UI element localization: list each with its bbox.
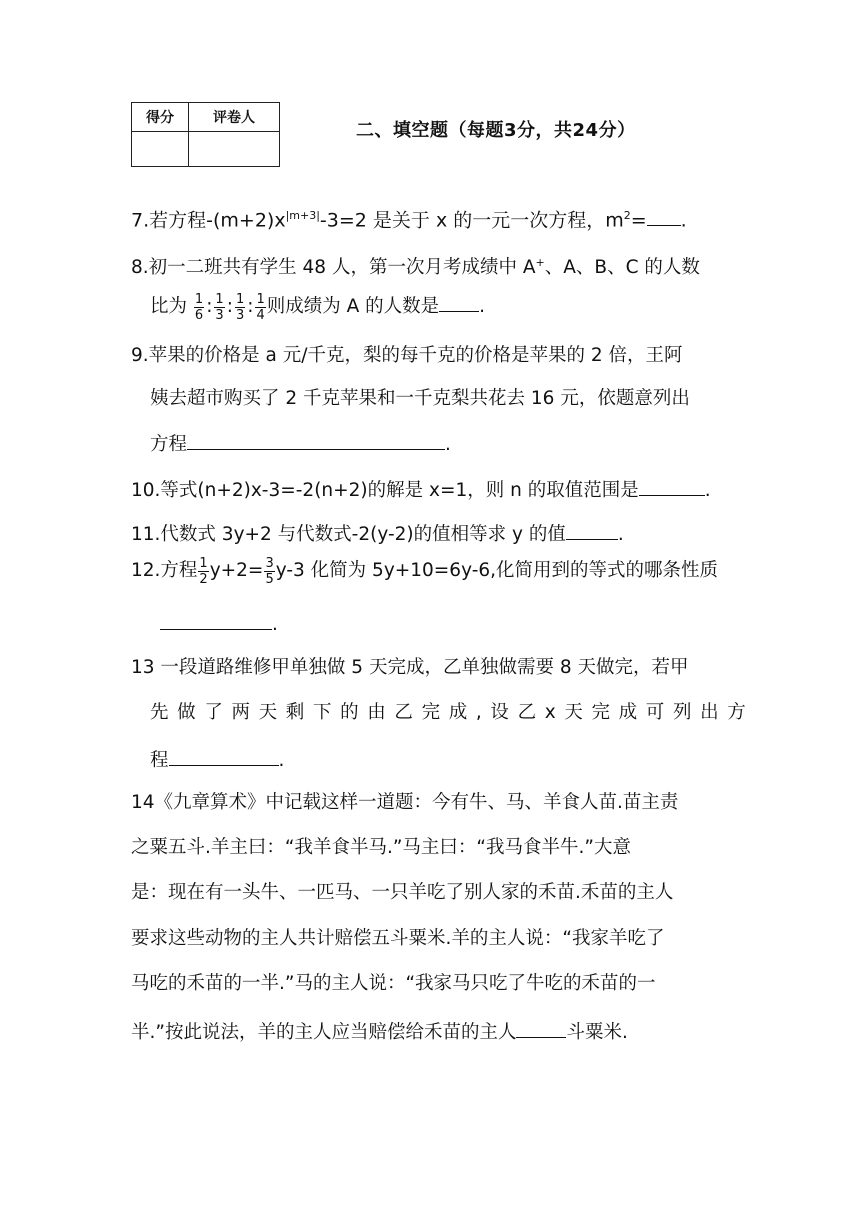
q8-fraction-1: [194, 292, 204, 323]
q8-text-a: 8.初一二班共有学生 48 人，第一次月考成绩中 A: [131, 257, 536, 279]
question-9-line-1: 9.苹果的价格是 a 元/千克，梨的每千克的价格是苹果的 2 倍，王阿: [131, 345, 683, 366]
q13-char: x: [544, 702, 556, 723]
score-cell[interactable]: [132, 132, 189, 167]
q8-fraction-2: [214, 292, 224, 323]
q10-answer-blank[interactable]: [639, 477, 705, 496]
colon: :: [226, 296, 233, 317]
q13-char: 两: [231, 702, 250, 723]
q13-char: 的: [340, 702, 359, 723]
question-13-line-1: 13 一段道路维修甲单独做 5 天完成，乙单独做需要 8 天做完，若甲: [131, 657, 689, 678]
question-14-line-4: 要求这些动物的主人共计赔偿五斗粟米.羊的主人说：“我家羊吃了: [131, 928, 665, 949]
q13-char: ,: [475, 702, 482, 723]
q11-answer-blank[interactable]: [566, 521, 618, 540]
q12-answer-blank[interactable]: [160, 611, 272, 630]
numerator: 3: [265, 555, 274, 571]
question-14-line-1: 14《九章算术》中记载这样一道题：今有牛、马、羊食人苗.苗主责: [131, 792, 679, 813]
q13-char: 做: [177, 702, 196, 723]
q12-text-a: 12.方程: [131, 560, 198, 581]
question-11: [131, 521, 624, 546]
colon: :: [247, 296, 254, 317]
q13-char: 设: [490, 702, 509, 723]
q8-period: .: [479, 296, 486, 317]
q9-text: 方程: [150, 434, 188, 455]
q12-fraction-2: [264, 556, 274, 587]
q13-char: 了: [204, 702, 223, 723]
q8-fraction-3: [235, 292, 245, 323]
denominator: 4: [256, 307, 265, 323]
q7-period: .: [680, 209, 687, 232]
score-header: 得分: [132, 103, 189, 132]
question-14-line-2: 之粟五斗.羊主曰：“我羊食半马.”马主曰：“我马食半牛.”大意: [131, 837, 631, 858]
question-13-line-2: [150, 702, 746, 724]
question-9-line-2: 姨去超市购买了 2 千克苹果和一千克梨共花去 16 元，依题意列出: [150, 388, 690, 409]
q13-text: 程: [150, 750, 169, 771]
denominator: 2: [199, 571, 208, 587]
q13-char: 天: [258, 702, 278, 723]
q7-text-b: -3=2 是关于 x 的一元一次方程，m: [319, 209, 624, 232]
question-8-line-2: [150, 287, 485, 327]
score-table: [131, 102, 280, 167]
q12-text-b: y+2=: [209, 560, 264, 581]
numerator: 1: [215, 291, 224, 307]
q7-square: 2: [623, 209, 631, 222]
q13-char: 完: [421, 702, 441, 723]
q7-exponent: |m+3|: [285, 209, 320, 222]
question-13-line-3: [150, 747, 284, 772]
q12-period: .: [272, 614, 278, 635]
q8-answer-blank[interactable]: [439, 293, 479, 312]
q13-char: 先: [150, 702, 169, 723]
question-14-line-3: 是：现在有一头牛、一匹马、一只羊吃了别人家的禾苗.禾苗的主人: [131, 882, 674, 903]
q7-answer-blank[interactable]: [647, 207, 681, 226]
q8-plus: +: [535, 256, 545, 269]
q10-text: 10.等式(n+2)x-3=-2(n+2)的解是 x=1，则 n 的取值范围是: [131, 480, 639, 501]
q13-char: 可: [645, 702, 665, 723]
q13-answer-blank[interactable]: [169, 747, 279, 766]
q13-char: 完: [591, 702, 610, 723]
q13-char: 成: [618, 702, 638, 723]
q8-text-b: 、A、B、C 的人数: [544, 257, 700, 279]
q7-text-c: =: [630, 209, 647, 232]
numerator: 1: [256, 291, 265, 307]
q13-char: 成: [448, 702, 468, 723]
colon: :: [206, 296, 213, 317]
question-14-line-5: 马吃的禾苗的一半.”马的主人说：“我家马只吃了牛吃的禾苗的一: [131, 973, 656, 994]
denominator: 5: [265, 571, 274, 587]
q11-text: 11.代数式 3y+2 与代数式-2(y-2)的值相等求 y 的值: [131, 524, 566, 545]
numerator: 1: [199, 555, 208, 571]
q13-char: 方: [727, 702, 746, 723]
q13-char: 乙: [517, 702, 537, 723]
q12-fraction-1: [198, 556, 208, 587]
q7-text-a: 7.若方程-(m+2)x: [131, 209, 286, 232]
q13-char: 出: [700, 702, 719, 723]
q14-text-a: 半.”按此说法，羊的主人应当赔偿给禾苗的主人: [131, 1022, 517, 1043]
q13-char: 下: [312, 702, 332, 723]
q13-char: 列: [672, 702, 692, 723]
denominator: 3: [235, 307, 245, 323]
question-9-line-3: [150, 431, 451, 456]
denominator: 3: [215, 307, 224, 323]
question-12-line-1: [131, 551, 718, 591]
question-7: [131, 205, 687, 231]
numerator: 1: [235, 291, 245, 307]
numerator: 1: [194, 291, 204, 307]
q8-ratio-label: 比为: [150, 296, 188, 317]
q11-period: .: [617, 524, 624, 545]
q9-answer-blank[interactable]: [187, 431, 445, 450]
grader-header: 评卷人: [189, 103, 280, 132]
question-12-line-2: [160, 611, 278, 636]
q13-char: 天: [564, 702, 583, 723]
q13-char: 剩: [285, 702, 305, 723]
q8-fraction-4: [255, 292, 265, 323]
question-10: [131, 477, 711, 502]
q13-period: .: [278, 750, 285, 771]
question-8-line-1: [131, 252, 700, 279]
section-title: 二、填空题（每题3分，共24分）: [356, 120, 636, 141]
q14-answer-blank[interactable]: [516, 1019, 566, 1038]
q14-text-b: 斗粟米.: [566, 1022, 628, 1043]
q10-period: .: [704, 480, 711, 501]
q13-char: 由: [367, 702, 386, 723]
grader-cell[interactable]: [189, 132, 280, 167]
q9-period: .: [445, 434, 451, 455]
question-14-line-6: [131, 1019, 628, 1044]
q12-text-c: y-3 化简为 5y+10=6y-6,化简用到的等式的哪条性质: [275, 560, 719, 581]
q13-char: 乙: [394, 702, 413, 723]
denominator: 6: [194, 307, 204, 323]
q8-text-c: 则成绩为 A 的人数是: [266, 296, 440, 317]
